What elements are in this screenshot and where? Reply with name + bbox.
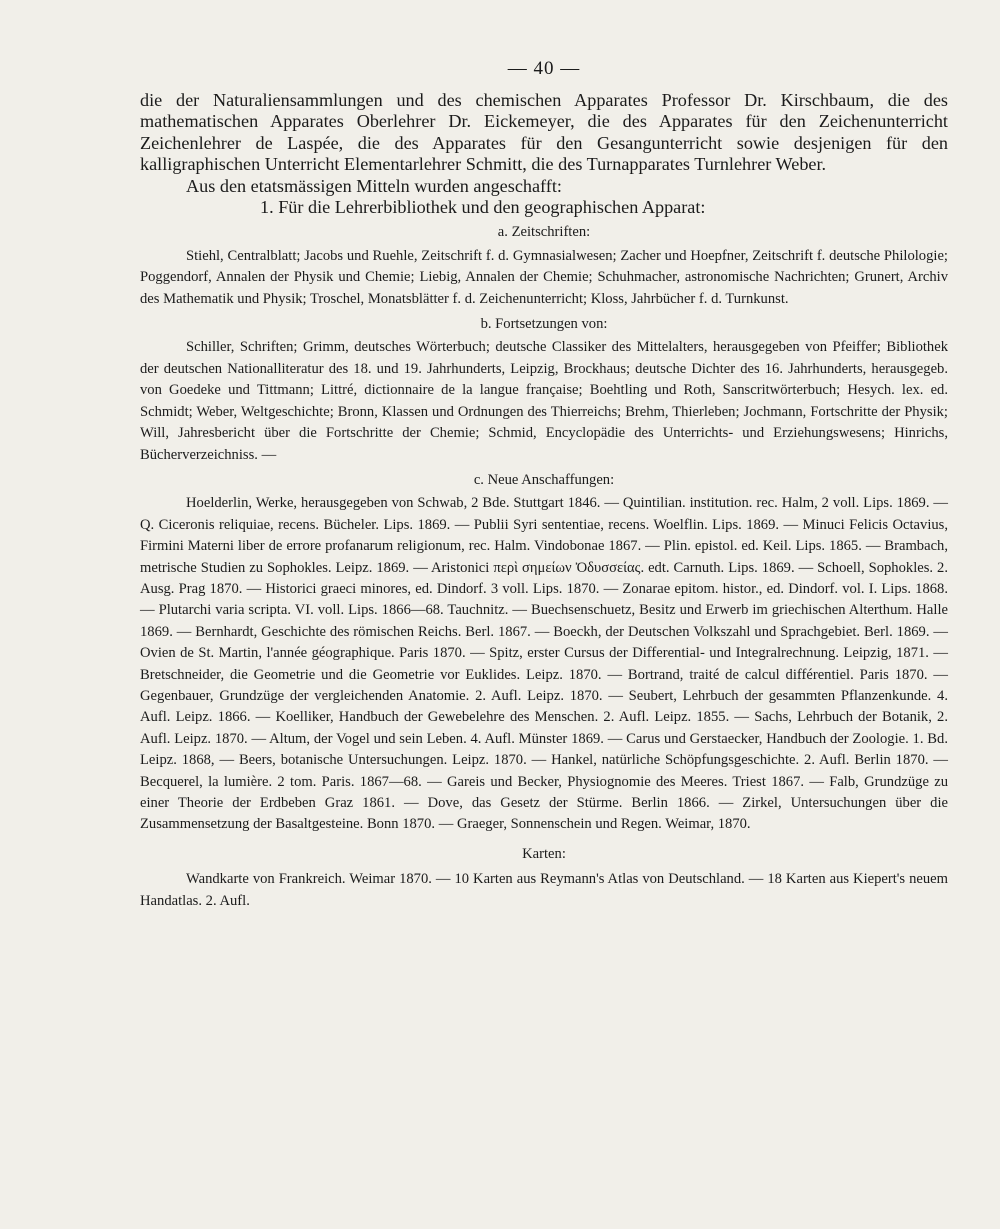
section-1-heading: 1. Für die Lehrerbibliothek und den geographischen Apparat:	[260, 197, 706, 218]
karten-list: Wandkarte von Frankreich. Weimar 1870. — 10 Karten aus Reymann's Atlas von Deutschland. — 18 Karten aus Kiepert's neuem Handatlas. 2. Aufl.	[140, 871, 948, 909]
etat-line: Aus den etatsmässigen Mitteln wurden angeschafft:	[186, 175, 562, 196]
subheading-neue-anschaffungen: c. Neue Anschaffungen:	[473, 471, 615, 488]
neue-anschaffungen-list: Hoelderlin, Werke, herausgegeben von Schwab, 2 Bde. Stuttgart 1846. — Quintilian. institution. rec. Halm, 2 voll. Lips. 1869. — Q. Ciceronis reliquiae, recens. Bücheler. Lips. 1869. — Publii Syri sententiae, recens. Woelflin. Lips. 1869. — Minuci Felicis Octavius, Firmini Materni liber de errore profanarum religionum, rec. Halm. Vindobonae 1867. — Plin. epistol. ed. Keil. Lips. 1865. — Brambach, metrische Studien zu Sophokles. Leipz. 1869. — Aristonici περὶ σημείων Ὀδυσσείας. edt. Carnuth. Lips. 1869. — Schoell, Sophokles. 2. Ausg. Prag 1870. — Historici graeci minores, ed. Dindorf. 3 voll. Lips. 1870. — Zonarae epitom. histor., ed. Dindorf. vol. I. Lips. 1868. — Plutarchi varia scripta. VI. voll. Lips. 1866—68. Tauchnitz. — Buechsenschuetz, Besitz und Erwerb im griechischen Alterthum. Halle 1869. — Bernhardt, Geschichte des römischen Reichs. Berl. 1867. — Boeckh, der Deutschen Volkszahl und Sprachgebiet. Berl. 1869. — Ovien de St. Martin, l'année géographique. Paris 1870. — Spitz, erster Cursus der Differential- und Integralrechnung. Leipzig, 1871. — Bretschneider, die Geometrie und die Geometrie vor Euklides. Leipz. 1870. — Bortrand, traité de calcul différentiel. Paris 1870. — Gegenbauer, Grundzüge der vergleichenden Anatomie. 2. Aufl. Leipz. 1870. — Seubert, Lehrbuch der gesammten Pflanzenkunde. 4. Aufl. Leipz. 1866. — Koelliker, Handbuch der Gewebelehre des Menschen. 2. Aufl. Leipz. 1855. — Sachs, Lehrbuch der Botanik, 2. Aufl. Leipz. 1870. — Altum, der Vogel und sein Leben. 4. Aufl. Münster 1869. — Carus und Gerstaecker, Handbuch der Zoologie. 1. Bd. Leipz. 1868, — Beers, botanische Untersuchungen. Leipz. 1870. — Hankel, natürliche Schöpfungsgeschichte. 2. Aufl. Berlin 1870. — Becquerel, la lumière. 2 tom. Paris. 1867—68. — Gareis und Becker, Physiognomie des Meeres. Triest 1867. — Falb, Grundzüge zu einer Theorie der Erdbeben Graz 1861. — Dove, das Gesetz der Stürme. Berlin 1866. — Zirkel, Untersuchungen über die Zusammensetzung der Basaltgesteine. Bonn 1870. — Graeger, Sonnenschein und Regen. Weimar, 1870.	[140, 495, 948, 833]
zeitschriften-list: Stiehl, Centralblatt; Jacobs und Ruehle, Zeitschrift f. d. Gymnasialwesen; Zacher und Hoepfner, Zeitschrift f. deutsche Philologie; Poggendorf, Annalen der Physik und Chemie; Liebig, Annalen der Chemie; Schuhmacher, astronomische Nachrichten; Grunert, Archiv des Mathematik und Physik; Troschel, Monatsblätter f. d. Zeichenunterricht; Kloss, Jahrbücher f. d. Turnkunst.	[140, 247, 948, 307]
subheading-zeitschriften: a. Zeitschriften:	[497, 224, 591, 241]
intro-paragraph: die der Naturaliensammlungen und des chemischen Apparates Professor Dr. Kirschbaum, die des mathematischen Apparates Oberlehrer Dr. Eickemeyer, die des Apparates für den Zeichenunterricht Zeichenlehrer de Laspée, die des Apparates für den Gesangunterricht sowie desjenigen für den kalligraphischen Unterricht Elementarlehrer Schmitt, die des Turnapparates Turnlehrer Weber.	[140, 90, 948, 175]
document-page	[140, 58, 948, 912]
subheading-karten: Karten:	[522, 845, 566, 862]
subheading-fortsetzungen: b. Fortsetzungen von:	[480, 316, 608, 333]
fortsetzungen-list: Schiller, Schriften; Grimm, deutsches Wörterbuch; deutsche Classiker des Mittelalters, herausgegeben von Pfeiffer; Bibliothek der deutschen Nationalliteratur des 18. und 19. Jahrhunderts, Leipzig, Brockhaus; deutsche Dichter des 16. Jahrhunderts, herausgegeb. von Goedeke und Tittmann; Littré, dictionnaire de la langue française; Boehtling und Roth, Sanscritwörterbuch; Hesych. lex. ed. Schmidt; Weber, Weltgeschichte; Bronn, Klassen und Ordnungen des Thierreichs; Brehm, Thierleben; Jochmann, Fortschritte der Physik; Will, Jahresbericht über die Fortschritte der Chemie; Schmid, Encyclopädie des Unterrichts- und Erziehungswesens; Hinrichs, Bücherverzeichniss. —	[140, 339, 948, 463]
page-number: — 40 —	[507, 58, 581, 79]
